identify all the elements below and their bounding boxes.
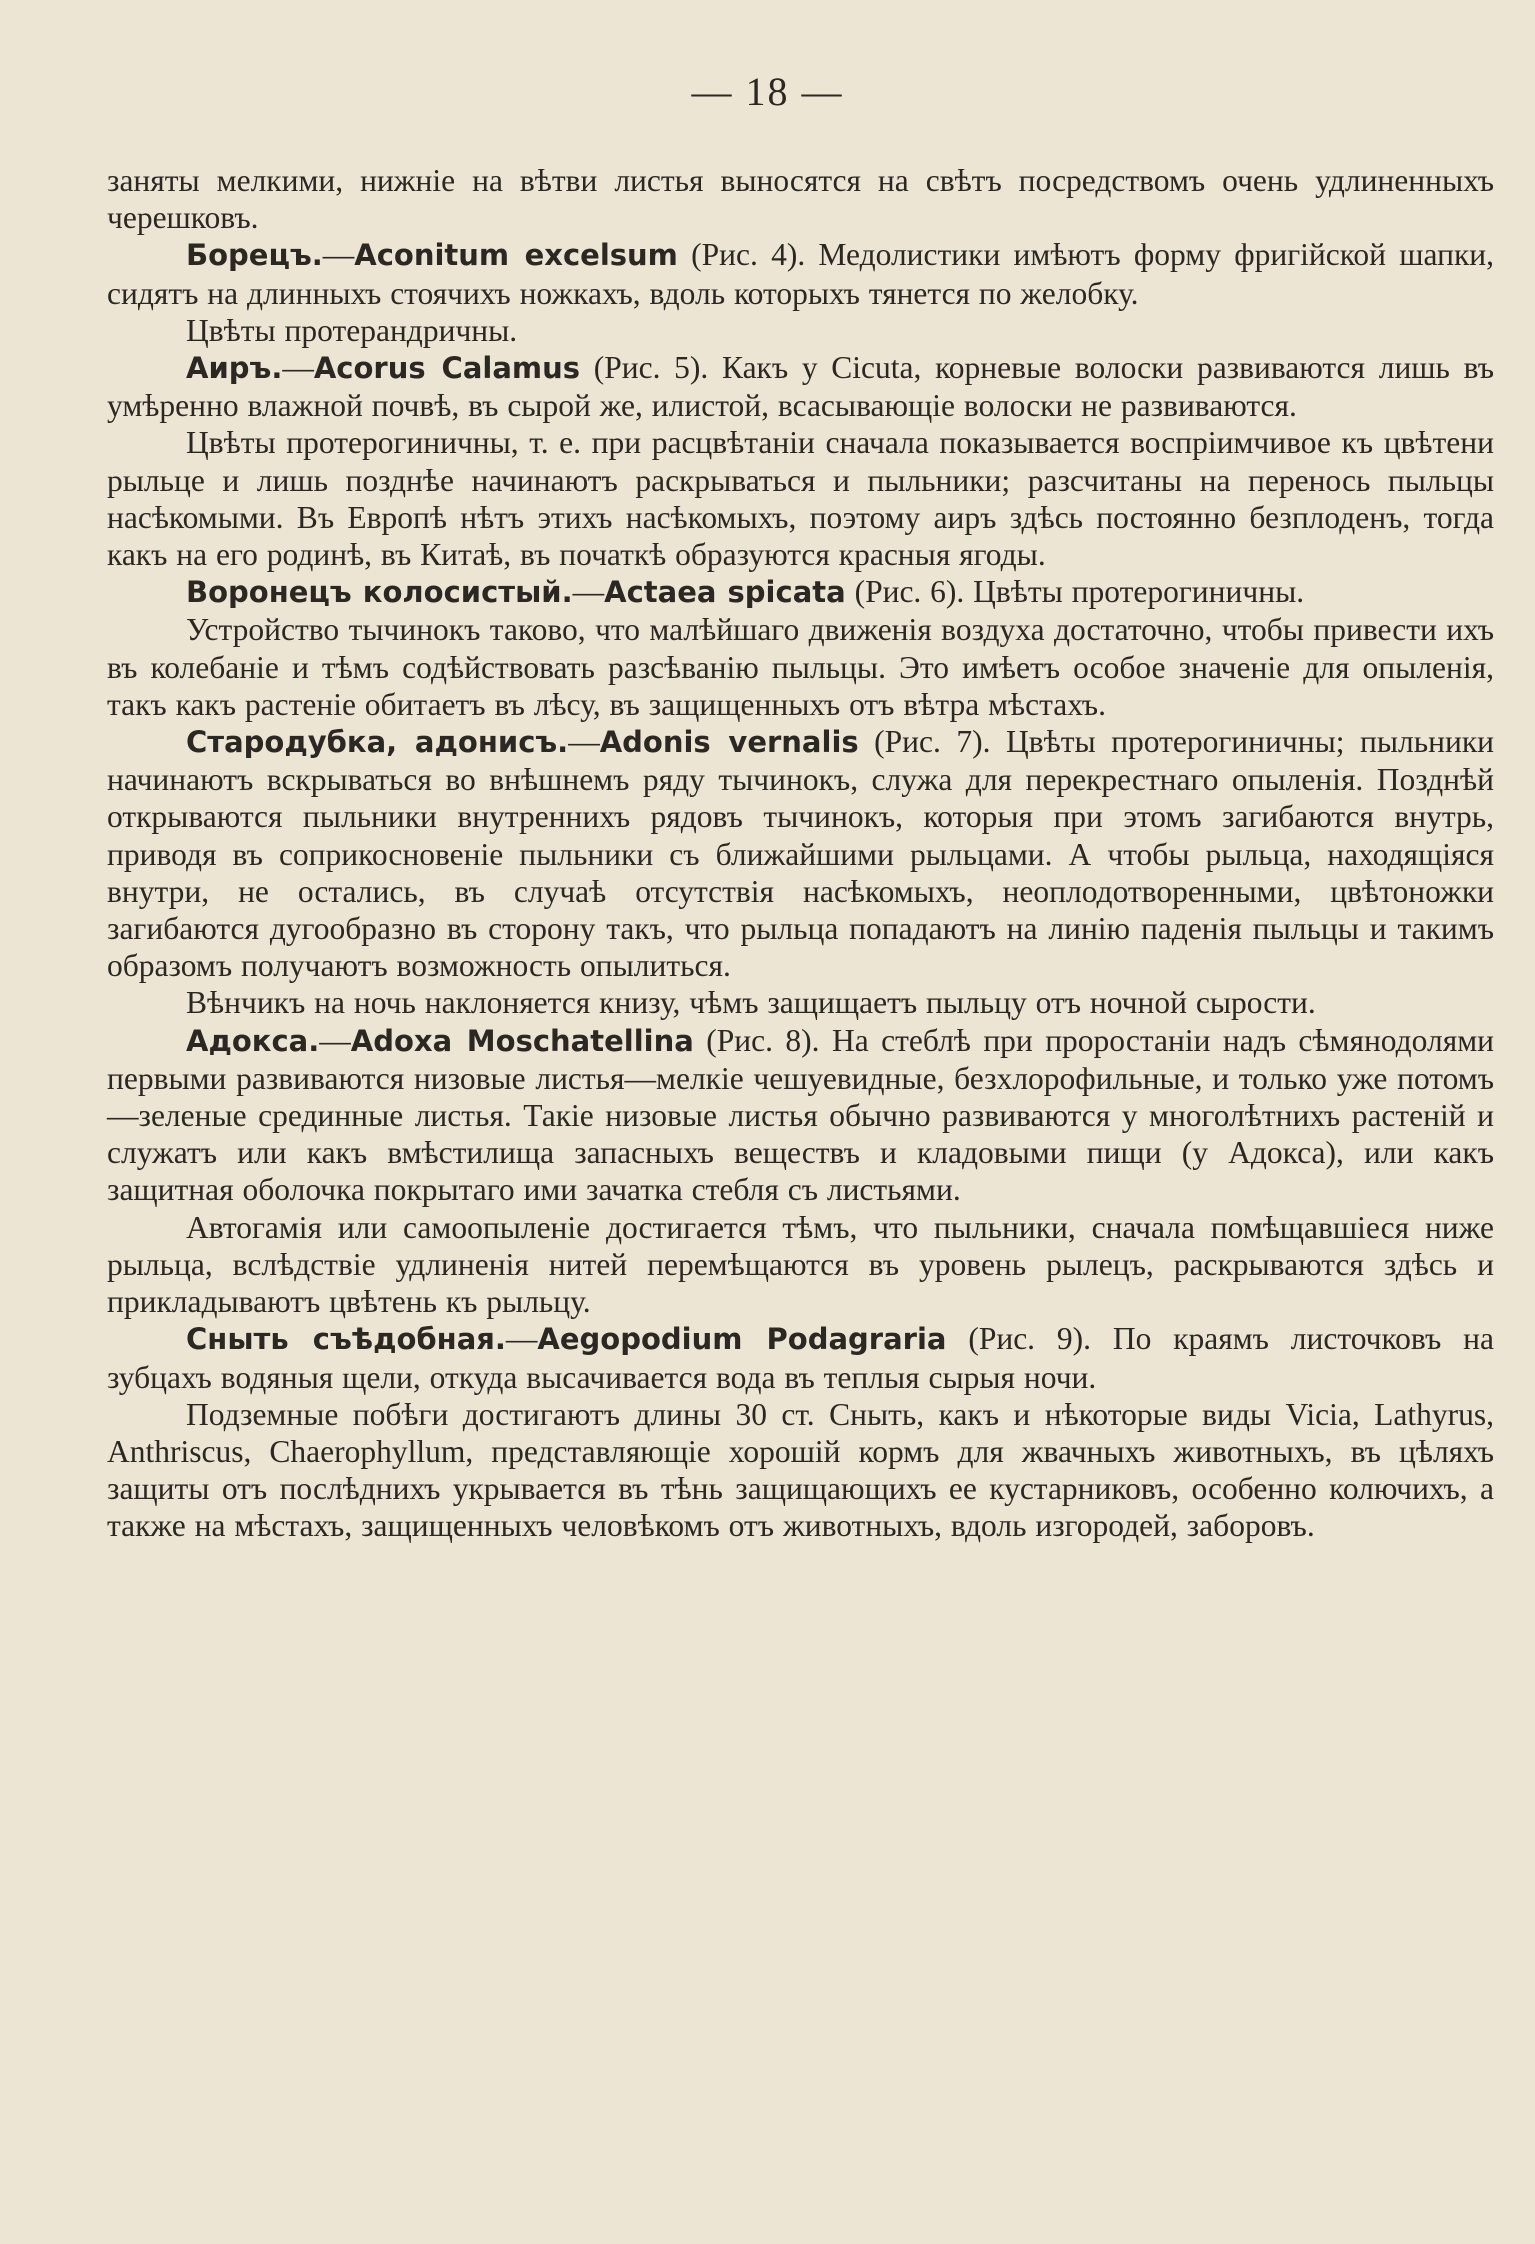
paragraph — [107, 162, 1494, 236]
plant-name-russian: Борецъ. — [186, 238, 323, 273]
text-run: (Рис. 4). Медолистики имѣютъ форму фригійской шапки, сидятъ на длинныхъ стоячихъ ножкахъ, вдоль которыхъ тянется по желобку. — [107, 237, 1494, 311]
text-run: (Рис. 8). На стеблѣ при проростаніи надъ сѣмянодолями первыми развиваются низовые листья—мелкіе чешуевидные, безхлорофильные, и только уже потомъ—зеленые срединные листья. Такіе низовые листья обычно развиваются у многолѣтнихъ растеній и служатъ или какъ вмѣстилища запасныхъ веществъ и кладовыми пищи (у Адокса), или какъ защитная оболочка покрытаго ими зачатка стебля съ листьями. — [107, 1022, 1494, 1208]
text-run: (Рис. 5). Какъ у Cicuta, корневые волоски развиваются лишь въ умѣренно влажной почвѣ, въ сырой же, илистой, всасывающіе волоски не развиваются. — [107, 350, 1494, 424]
text-run: (Рис. 7). Цвѣты протерогиничны; пыльники начинаютъ вскрываться во внѣшнемъ ряду тычинокъ, служа для перекрестнаго опыленія. Позднѣй открываются пыльники внутреннихъ рядовъ тычинокъ, которыя при этомъ загибаются внутрь, приводя въ соприкосновеніе пыльники съ ближайшими рыльцами. А чтобы рыльца, находящіяся внутри, не остались, въ случаѣ отсутствія насѣкомыхъ, неоплодотворенными, цвѣтоножки загибаются дугообразно въ сторону такъ, что рыльца попадаютъ на линію паденія пыльцы и такимъ образомъ получаютъ возможность опылиться. — [107, 724, 1494, 984]
dash: — — [322, 237, 355, 273]
body-text — [107, 162, 1494, 1545]
paragraph — [107, 611, 1494, 723]
plant-name-latin: Adonis vernalis — [599, 725, 859, 760]
paragraph-acorus — [107, 349, 1494, 424]
paragraph — [107, 1396, 1494, 1545]
dash: — — [505, 1321, 538, 1357]
paragraph-aegopodium — [107, 1320, 1494, 1395]
text-run: Подземные побѣги достигаютъ длины 30 ст. Сныть, какъ и нѣкоторые виды Vicia, Lathyrus, Anthriscus, Chaerophyllum, представляющіе хорошій кормъ для жвачныхъ животныхъ, въ цѣляхъ защиты отъ послѣднихъ укрывается въ тѣнь защищающихъ ее кустарниковъ, особенно колючихъ, а также на мѣстахъ, защищенныхъ человѣкомъ отъ животныхъ, вдоль изгородей, заборовъ. — [107, 1396, 1494, 1544]
plant-name-russian: Сныть съѣдобная. — [186, 1322, 506, 1357]
paragraph — [107, 1209, 1494, 1321]
plant-name-latin: Actaea spicata — [604, 575, 846, 610]
text-run: заняты мелкими, нижніе на вѣтви листья выносятся на свѣтъ посредствомъ очень удлиненныхъ черешковъ. — [107, 163, 1494, 236]
dash: — — [572, 574, 605, 610]
plant-name-russian: Воронецъ колосистый. — [186, 575, 573, 610]
paragraph-actaea — [107, 573, 1494, 611]
paragraph-adonis — [107, 723, 1494, 984]
plant-name-latin: Aconitum excelsum — [354, 238, 678, 273]
plant-name-latin: Adoxa Moschatellina — [350, 1023, 694, 1058]
text-run: Устройство тычинокъ таково, что малѣйшаго движенія воздуха достаточно, чтобы привести ихъ въ колебаніе и тѣмъ содѣйствовать разсѣванію пыльцы. Это имѣетъ особое значеніе для опыленія, такъ какъ растеніе обитаетъ въ лѣсу, въ защищенныхъ отъ вѣтра мѣстахъ. — [107, 612, 1494, 722]
plant-name-latin: Acorus Calamus — [313, 351, 581, 386]
plant-name-russian: Адокса. — [186, 1023, 320, 1058]
paragraph — [107, 984, 1494, 1021]
text-run: (Рис. 6). Цвѣты протерогиничны. — [845, 574, 1305, 610]
text-run: (Рис. 9). По краямъ листочковъ на зубцахъ водяныя щели, откуда высачивается вода въ теплыя сырыя ночи. — [107, 1321, 1494, 1395]
dash: — — [319, 1022, 351, 1058]
plant-name-russian: Аиръ. — [186, 351, 283, 386]
text-run: Автогамія или самоопыленіе достигается тѣмъ, что пыльники, сначала помѣщавшіеся ниже рыльца, вслѣдствіе удлиненія нитей перемѣщаются въ уровень рылецъ, раскрываются здѣсь и прикладываютъ цвѣтень къ рыльцу. — [107, 1209, 1494, 1320]
paragraph — [107, 312, 1494, 349]
plant-name-russian: Стародубка, адонисъ. — [186, 725, 569, 760]
dash: — — [282, 350, 314, 386]
page-number: — 18 — — [691, 69, 844, 114]
text-run: Вѣнчикъ на ночь наклоняется книзу, чѣмъ защищаетъ пыльцу отъ ночной сырости. — [186, 985, 1316, 1021]
paragraph-aconitum — [107, 236, 1494, 311]
text-run: Цвѣты протерогиничны, т. е. при расцвѣтаніи сначала показывается воспріимчивое къ цвѣтени рыльце и лишь позднѣе начинаютъ раскрываться и пыльники; разсчитаны на перенось пыльцы насѣкомыми. Въ Европѣ нѣтъ этихъ насѣкомыхъ, поэтому аиръ здѣсь постоянно безплоденъ, тогда какъ на его родинѣ, въ Китаѣ, въ початкѣ образуются красныя ягоды. — [107, 425, 1494, 573]
paragraph — [107, 424, 1494, 573]
plant-name-latin: Aegopodium Podagraria — [537, 1322, 947, 1357]
text-run: Цвѣты протерандричны. — [186, 312, 518, 348]
paragraph-adoxa — [107, 1022, 1494, 1209]
dash: — — [568, 724, 600, 760]
